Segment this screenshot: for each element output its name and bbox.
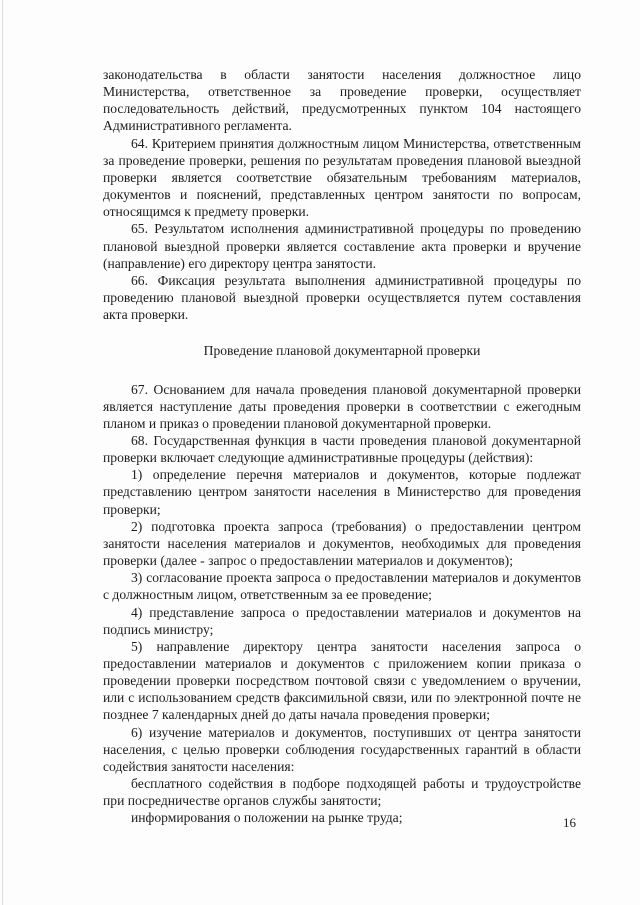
section-heading: Проведение плановой документарной проверки: [203, 343, 481, 359]
paragraph-68: 68. Государственная функция в части проведения плановой документарной проверки включает следующие административные процедуры (действия):: [103, 432, 581, 466]
paragraph-66: 66. Фиксация результата выполнения административной процедуры по проведению плановой выездной проверки осуществляется путем составления акта проверки.: [103, 272, 581, 323]
paragraph-67: 67. Основанием для начала проведения плановой документарной проверки является наступление даты проведения проверки в соответствии с ежегодным планом и приказ о проведении плановой документарной проверки.: [103, 381, 581, 431]
paragraph-64: 64. Критерием принятия должностным лицом Министерства, ответственным за проведение проверки, решения по результатам проведения плановой выездной проверки является соответствие обязательным требованиям материалов, документов и пояснений, представленных центром занятости по вопросам, относящимся к предмету проверки.: [103, 135, 581, 220]
list-item-1: 1) определение перечня материалов и документов, которые подлежат представлению центром занятости населения в Министерство для проведения проверки;: [103, 467, 581, 517]
list-item-4: 4) представление запроса о предоставлении материалов и документов на подпись министру;: [103, 604, 581, 637]
page-number: 16: [563, 815, 576, 830]
scan-edge: [2, 0, 3, 905]
sub-item-free-assistance: бесплатного содействия в подборе подходящей работы и трудоустройстве при посредничестве органов службы занятости;: [103, 776, 581, 809]
list-item-5: 5) направление директору центра занятости населения запроса о предоставлении материалов и документов с приложением копии приказа о проведении проверки посредством почтовой связи с уведомлением о вручении, или с использованием средств факсимильной связи, или по электронной почте не позднее 7 календарных дней до даты начала проведения проверки;: [103, 638, 581, 723]
list-item-2: 2) подготовка проекта запроса (требования) о предоставлении центром занятости населения материалов и документов, необходимых для проведения проверки (далее - запрос о предоставлении материалов и документов);: [103, 518, 581, 569]
paragraph-65: 65. Результатом исполнения административной процедуры по проведению плановой выездной проверки является составление акта проверки и вручение (направление) его директору центра занятости.: [103, 221, 581, 271]
document-body: [103, 66, 581, 827]
paragraph-continuation: законодательства в области занятости населения должностное лицо Министерства, ответственное за проведение проверки, осуществляет последовательность действий, предусмотренных пунктом 104 настоящего Административного регламента.: [103, 67, 581, 134]
list-item-3: 3) согласование проекта запроса о предоставлении материалов и документов с должностным лицом, ответственным за ее проведение;: [103, 570, 581, 603]
list-item-6: 6) изучение материалов и документов, поступивших от центра занятости населения, с целью проверки соблюдения государственных гарантий в области содействия занятости населения:: [103, 724, 581, 774]
sub-item-informing: информирования о положении на рынке труда;: [131, 810, 403, 826]
